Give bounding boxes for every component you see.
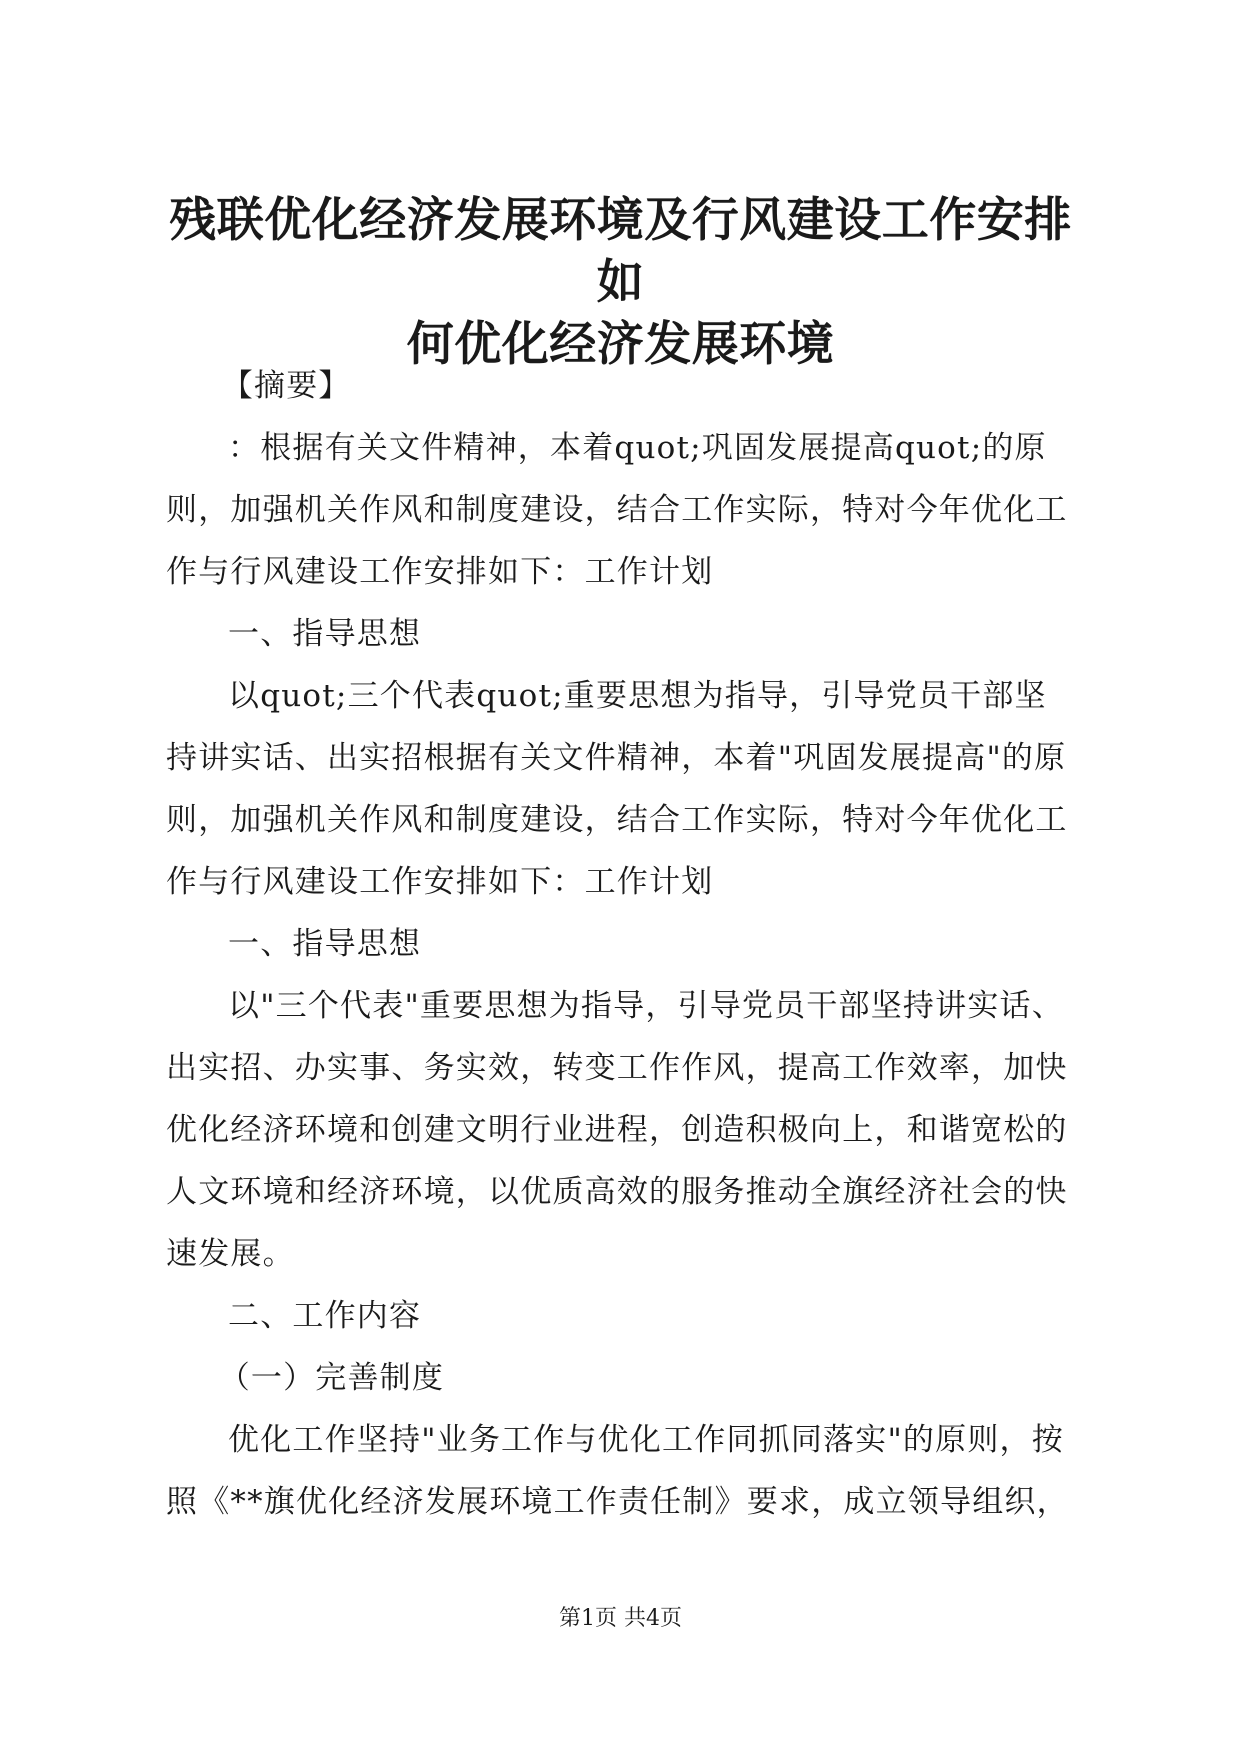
body-paragraph: 以quot;三个代表quot;重要思想为指导，引导党员干部坚持讲实话、出实招根据有关文件精神，本着"巩固发展提高"的原则，加强机关作风和制度建设，结合工作实际，特对今年优化工作与行风建设工作安排如下：工作计划 <box>166 678 1068 900</box>
abstract-label: 【摘要】 <box>221 368 351 404</box>
section-heading-guiding-thought: 一、指导思想 <box>228 616 422 652</box>
body-paragraph: 优化工作坚持"业务工作与优化工作同抓同落实"的原则，按照《**旗优化经济发展环境工作责任制》要求，成立领导组织， <box>166 1422 1069 1520</box>
title-line-1: 残联优化经济发展环境及行风建设工作安排如 <box>169 193 1072 310</box>
title-line-2: 何优化经济发展环境 <box>406 317 835 372</box>
document-title <box>150 190 1091 376</box>
body-paragraph: 以"三个代表"重要思想为指导，引导党员干部坚持讲实话、出实招、办实事、务实效，转变工作作风，提高工作效率，加快优化经济环境和创建文明行业进程，创造积极向上，和谐宽松的人文环境和经济环境，以优质高效的服务推动全旗经济社会的快速发展。 <box>166 988 1068 1272</box>
subsection-heading-improve-system: （一）完善制度 <box>218 1360 445 1396</box>
page-footer: 第1页 共4页 <box>559 1606 682 1631</box>
abstract-paragraph: ：根据有关文件精神，本着quot;巩固发展提高quot;的原则，加强机关作风和制度建设，结合工作实际，特对今年优化工作与行风建设工作安排如下：工作计划 <box>166 430 1068 590</box>
section-heading-work-content: 二、工作内容 <box>228 1298 422 1334</box>
document-body <box>166 355 1078 1533</box>
section-heading-guiding-thought-repeat: 一、指导思想 <box>228 926 422 962</box>
